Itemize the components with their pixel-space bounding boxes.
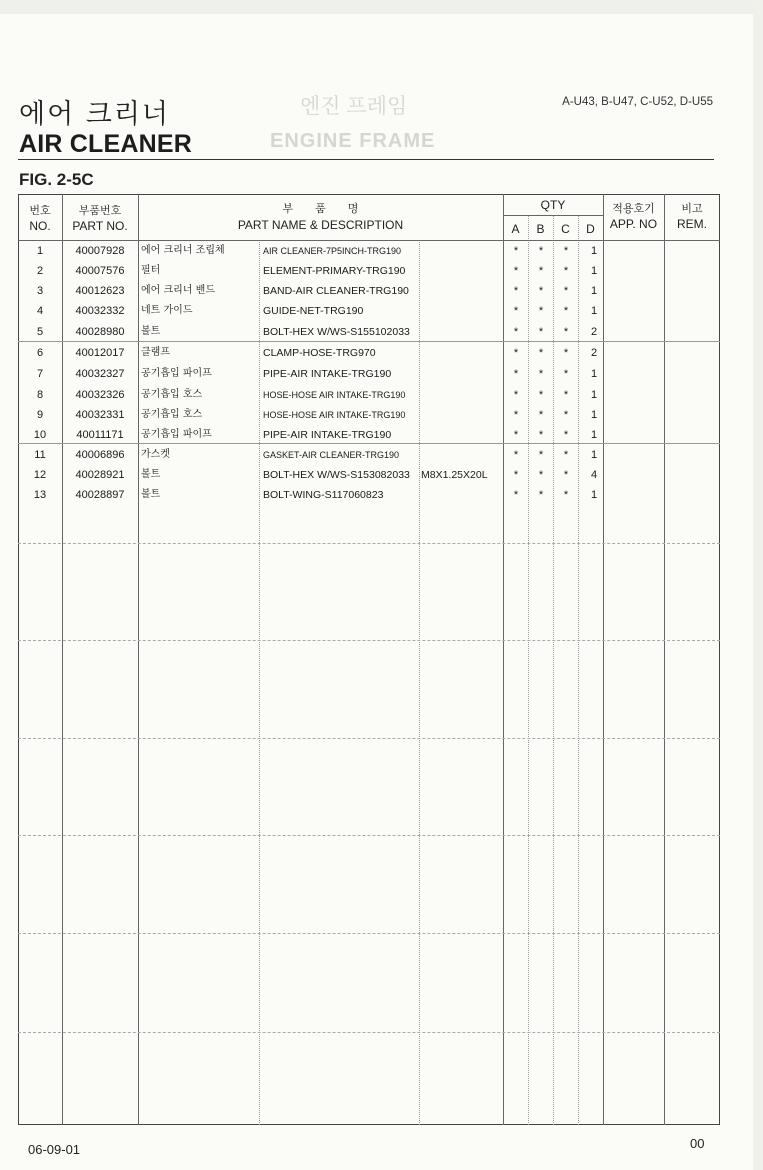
part-description: CLAMP-HOSE-TRG970 <box>263 347 376 359</box>
part-description: AIR CLEANER-7P5INCH-TRG190 <box>263 246 402 256</box>
header-part-no: PART NO. <box>72 219 128 233</box>
revision-date: 06-09-01 <box>28 1142 81 1157</box>
qty-c: * <box>563 285 569 297</box>
header-app-kr: 적용호기 <box>612 202 655 215</box>
row-number: 2 <box>36 265 44 277</box>
part-number: 40006896 <box>75 449 125 461</box>
part-description: ELEMENT-PRIMARY-TRG190 <box>263 265 406 277</box>
model-applicability: A-U43, B-U47, C-U52, D-U55 <box>562 96 713 108</box>
qty-b: * <box>538 409 544 421</box>
section-rule <box>18 543 720 544</box>
qty-c: * <box>563 409 569 421</box>
qty-b: * <box>538 326 544 338</box>
row-number: 10 <box>33 429 47 441</box>
col-divider <box>664 194 665 1125</box>
part-name-korean: 필터 <box>141 265 161 276</box>
qty-b: * <box>538 449 544 461</box>
section-rule <box>18 835 720 836</box>
part-name-korean: 공기흡입 호스 <box>141 389 203 400</box>
part-number: 40011171 <box>76 429 124 441</box>
qty-d: 1 <box>590 305 598 317</box>
qty-a: * <box>513 305 519 317</box>
title-english: AIR CLEANER <box>19 130 193 158</box>
qty-c: * <box>563 449 569 461</box>
qty-a: * <box>513 326 519 338</box>
desc-divider <box>259 240 260 1125</box>
row-number: 12 <box>33 469 47 481</box>
part-description: GUIDE-NET-TRG190 <box>263 305 364 317</box>
qty-a: * <box>513 368 519 380</box>
row-number: 1 <box>36 245 44 257</box>
qty-d: 2 <box>590 347 598 359</box>
qty-d: 4 <box>590 469 598 481</box>
part-number: 40032332 <box>75 305 125 317</box>
part-description: BOLT-WING-S117060823 <box>263 489 384 501</box>
header-description: PART NAME & DESCRIPTION <box>237 218 404 232</box>
row-number: 9 <box>36 409 44 421</box>
row-number: 5 <box>36 326 44 338</box>
show-through-text: 엔진 프레임 <box>300 95 408 118</box>
qty-a: * <box>513 347 519 359</box>
qty-b: * <box>538 285 544 297</box>
qty-c: * <box>563 368 569 380</box>
header-qty-c: C <box>561 222 570 236</box>
header-part-kr: 부품번호 <box>78 204 122 217</box>
section-rule <box>18 738 720 739</box>
qty-c: * <box>563 389 569 401</box>
part-description: PIPE-AIR INTAKE-TRG190 <box>263 368 392 380</box>
section-rule <box>18 640 720 641</box>
part-name-korean: 볼트 <box>141 469 161 480</box>
part-name-korean: 클램프 <box>141 347 170 358</box>
qty-c: * <box>563 347 569 359</box>
qty-b: * <box>538 368 544 380</box>
header-app-no: APP. NO <box>609 217 658 231</box>
figure-number: FIG. 2-5C <box>19 170 94 189</box>
part-description: HOSE-HOSE AIR INTAKE-TRG190 <box>263 390 406 400</box>
header-no: NO. <box>29 219 51 233</box>
page-edge <box>0 0 763 14</box>
qty-d: 1 <box>590 368 598 380</box>
part-number: 40032327 <box>75 368 125 380</box>
page-edge-right <box>753 0 763 1170</box>
qty-a: * <box>513 429 519 441</box>
header-no-kr: 번호 <box>29 204 51 217</box>
qty-d: 1 <box>590 285 598 297</box>
part-description: HOSE-HOSE AIR INTAKE-TRG190 <box>263 410 406 420</box>
qty-c: * <box>563 469 569 481</box>
part-name-korean: 볼트 <box>141 326 161 337</box>
header-qty: QTY <box>540 198 566 212</box>
title-rule <box>18 159 714 160</box>
title-korean: 에어 크리너 <box>19 99 170 130</box>
header-qty-a: A <box>511 222 520 236</box>
qty-b: * <box>538 347 544 359</box>
qty-d: 1 <box>590 489 598 501</box>
qty-b: * <box>538 305 544 317</box>
part-description: GASKET-AIR CLEANER-TRG190 <box>263 450 400 460</box>
row-number: 6 <box>36 347 44 359</box>
qty-d: 1 <box>590 449 598 461</box>
qty-c: * <box>563 326 569 338</box>
row-number: 13 <box>33 489 47 501</box>
part-number: 40012017 <box>75 347 125 359</box>
row-number: 11 <box>34 449 46 461</box>
qty-c: * <box>563 489 569 501</box>
qty-d: 1 <box>590 429 598 441</box>
part-number: 40028921 <box>75 469 125 481</box>
header-bottom-rule <box>18 240 720 241</box>
part-description: BOLT-HEX W/WS-S153082033 <box>263 469 410 481</box>
qty-b: * <box>538 489 544 501</box>
part-spec: M8X1.25X20L <box>421 469 488 481</box>
qty-a: * <box>513 469 519 481</box>
qty-b: * <box>538 389 544 401</box>
qty-c: * <box>563 429 569 441</box>
row-number: 7 <box>36 368 44 380</box>
qty-a: * <box>513 265 519 277</box>
group-rule <box>18 341 720 342</box>
part-name-korean: 공기흡입 파이프 <box>141 429 212 440</box>
part-description: BOLT-HEX W/WS-S155102033 <box>263 326 410 338</box>
qty-c: * <box>563 245 569 257</box>
row-number: 8 <box>36 389 44 401</box>
part-name-korean: 네트 가이드 <box>141 305 193 316</box>
row-number: 4 <box>36 305 44 317</box>
part-number: 40032326 <box>75 389 125 401</box>
part-description: PIPE-AIR INTAKE-TRG190 <box>263 429 392 441</box>
page-number: 00 <box>690 1136 705 1151</box>
qty-a: * <box>513 245 519 257</box>
section-rule <box>18 933 720 934</box>
qty-b: * <box>538 245 544 257</box>
desc-divider <box>419 240 420 1125</box>
qty-a: * <box>513 285 519 297</box>
part-number: 40007576 <box>75 265 125 277</box>
qty-b: * <box>538 469 544 481</box>
qty-a: * <box>513 489 519 501</box>
qty-d: 1 <box>590 265 598 277</box>
col-divider <box>138 194 139 1125</box>
header-name-kr: 부 품 명 <box>282 202 359 215</box>
qty-d: 1 <box>590 409 598 421</box>
part-name-korean: 공기흡입 호스 <box>141 409 203 420</box>
qty-a: * <box>513 409 519 421</box>
qty-divider <box>578 215 579 1125</box>
part-name-korean: 에어 크리너 밴드 <box>141 285 215 296</box>
part-name-korean: 볼트 <box>141 489 161 500</box>
qty-d: 2 <box>590 326 598 338</box>
qty-b: * <box>538 265 544 277</box>
show-through-text-2: ENGINE FRAME <box>270 130 436 152</box>
qty-b: * <box>538 429 544 441</box>
qty-c: * <box>563 305 569 317</box>
qty-d: 1 <box>590 389 598 401</box>
part-number: 40012623 <box>75 285 125 297</box>
qty-c: * <box>563 265 569 277</box>
row-number: 3 <box>36 285 44 297</box>
part-name-korean: 에어 크리너 조립체 <box>141 245 225 256</box>
section-rule <box>18 1032 720 1033</box>
part-name-korean: 가스켓 <box>141 449 170 460</box>
qty-a: * <box>513 449 519 461</box>
part-number: 40007928 <box>75 245 125 257</box>
header-rem: REM. <box>677 217 707 231</box>
part-number: 40028980 <box>75 326 125 338</box>
qty-d: 1 <box>590 245 598 257</box>
part-number: 40028897 <box>75 489 125 501</box>
part-number: 40032331 <box>75 409 125 421</box>
group-rule <box>18 443 720 444</box>
header-qty-b: B <box>536 222 545 236</box>
header-qty-d: D <box>586 222 595 236</box>
part-name-korean: 공기흡입 파이프 <box>141 368 212 379</box>
qty-header-rule <box>503 215 603 216</box>
header-rem-kr: 비고 <box>681 202 703 215</box>
qty-a: * <box>513 389 519 401</box>
part-description: BAND-AIR CLEANER-TRG190 <box>263 285 409 297</box>
